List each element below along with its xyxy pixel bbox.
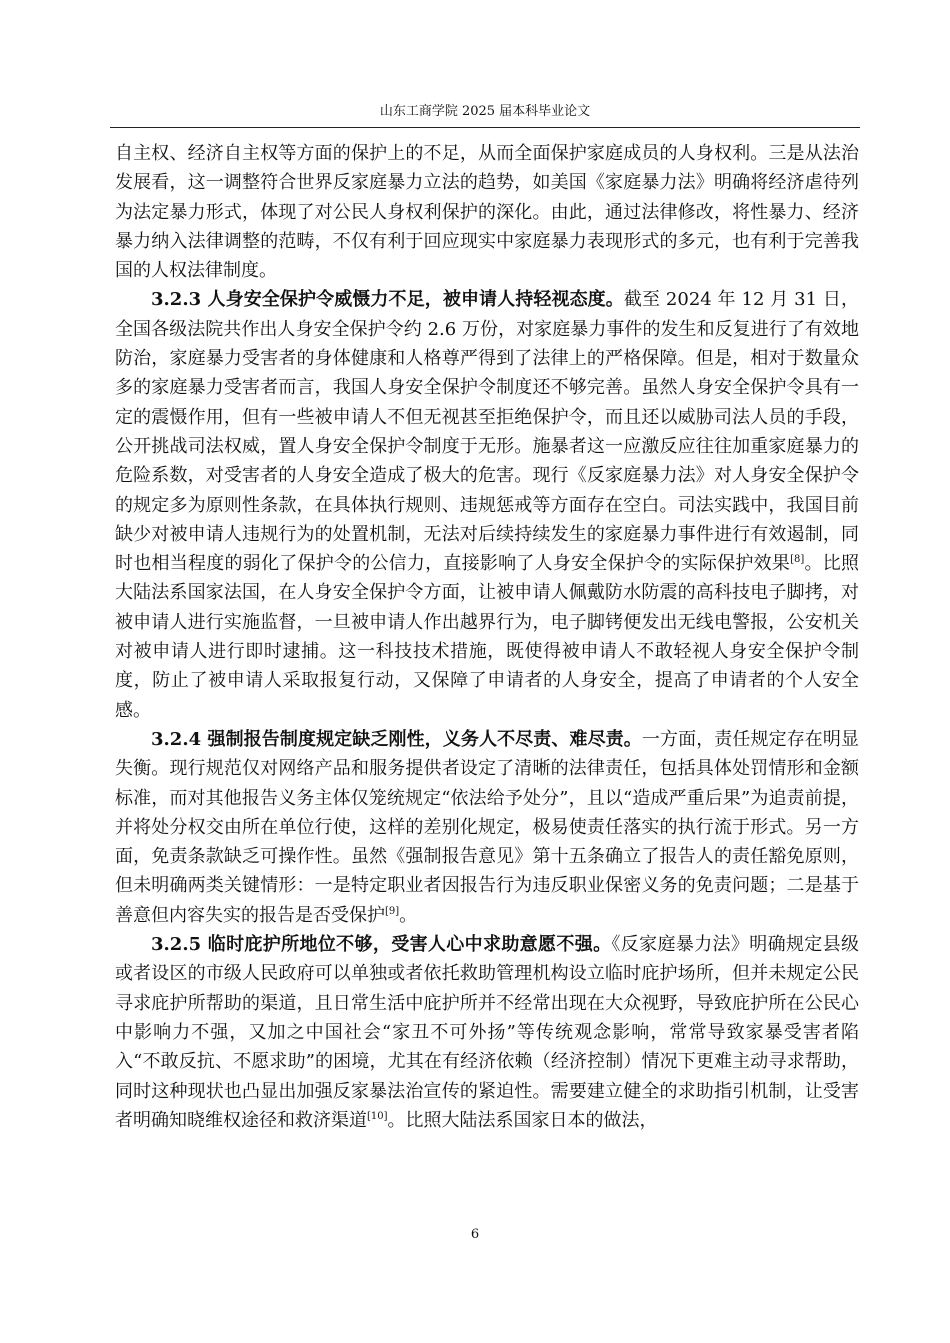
citation-10: [10]: [367, 1110, 388, 1122]
paragraph-text: 。: [399, 904, 418, 926]
page-number: 6: [470, 1227, 480, 1242]
running-header: 山东工商学院 2025 届本科毕业论文: [379, 104, 591, 119]
paragraph-text: 截至 2024 年 12 月 31 日，全国各级法院共作出人身安全保护令约 2.6 万份，对家庭暴力事件的发生和反复进行了有效地防治，家庭暴力受害者的身体健康和人格尊严得到了法律上的严格保障。但是，相对于数量众多的家庭暴力受害者而言，我国人身安全保护令制度还不够完善。虽然人身安全保护令具有一定的震慑作用，但有一些被申请人不但无视甚至拒绝保护令，而且还以威胁司法人员的手段，公开挑战司法权威，置人身安全保护令制度于无形。施暴者这一应激反应往往加重家庭暴力的危险系数，对受害者的人身安全造成了极大的危害。现行《反家庭暴力法》对人身安全保护令的规定多为原则性条款，在具体执行规则、违规惩戒等方面存在空白。司法实践中，我国目前缺少对被申请人违规行为的处置机制，无法对后续持续发生的家庭暴力事件进行有效遏制，同时也相当程度的弱化了保护令的公信力，直接影响了人身安全保护令的实际保护效果: [115, 289, 859, 575]
paragraph-3-2-5: [115, 930, 859, 1135]
citation-9: [9]: [385, 905, 400, 917]
section-heading-3-2-4: 3.2.4 强制报告制度规定缺乏刚性，义务人不尽责、难尽责。: [151, 728, 642, 750]
paragraph-text: 。比照大陆法系国家日本的做法，: [387, 1109, 658, 1131]
paragraph-text: 。比照大陆法系国家法国，在人身安全保护令方面，让被申请人佩戴防水防震的高科技电子脚拷，对被申请人进行实施监督，一旦被申请人作出越界行为，电子脚铐便发出无线电警报，公安机关对被申请人进行即时逮捕。这一科技技术措施，既使得被申请人不敢轻视人身安全保护令制度，防止了被申请人采取报复行动，又保障了申请者的人身安全，提高了申请者的个人安全感。: [115, 553, 860, 721]
paragraph-continuation: 自主权、经济自主权等方面的保护上的不足，从而全面保护家庭成员的人身权利。三是从法治发展看，这一调整符合世界反家庭暴力立法的趋势，如美国《家庭暴力法》明确将经济虐待列为法定暴力形式，体现了对公民人身权利保护的深化。由此，通过法律修改，将性暴力、经济暴力纳入法律调整的范畴，不仅有利于回应现实中家庭暴力表现形式的多元，也有利于完善我国的人权法律制度。: [115, 143, 859, 282]
paragraph-3-2-3: [115, 285, 859, 724]
citation-8: [8]: [790, 554, 805, 566]
paragraph-text: 一方面，责任规定存在明显失衡。现行规范仅对网络产品和服务提供者设定了清晰的法律责任，包括具体处罚情形和金额标准，而对其他报告义务主体仅笼统规定“依法给予处分”，且以“造成严重后果”为追责前提，并将处分权交由所在单位行使，这样的差别化规定，极易使责任落实的执行流于形式。另一方面，免责条款缺乏可操作性。虽然《强制报告意见》第十五条确立了报告人的责任豁免原则，但未明确两类关键情形：一是特定职业者因报告行为违反职业保密义务的免责问题；二是基于善意但内容失实的报告是否受保护: [115, 728, 859, 926]
paragraph-text: 《反家庭暴力法》明确规定县级或者设区的市级人民政府可以单独或者依托救助管理机构设立临时庇护场所，但并未规定公民寻求庇护所帮助的渠道，且日常生活中庇护所并不经常出现在大众视野，导致庇护所在公民心中影响力不强，又加之中国社会“家丑不可外扬”等传统观念影响，常常导致家暴受害者陷入“不敢反抗、不愿求助”的困境，尤其在有经济依赖（经济控制）情况下更难主动寻求帮助，同时这种现状也凸显出加强反家暴法治宣传的紧迫性。需要建立健全的求助指引机制，让受害者明确知晓维权途径和救济渠道: [115, 934, 859, 1131]
section-heading-3-2-3: 3.2.3 人身安全保护令威慑力不足，被申请人持轻视态度。: [151, 289, 624, 311]
body-text: [115, 139, 859, 1135]
section-heading-3-2-5: 3.2.5 临时庇护所地位不够，受害人心中求助意愿不强。: [151, 934, 612, 956]
header-rule: [110, 127, 860, 128]
paragraph-3-2-4: [115, 725, 859, 930]
